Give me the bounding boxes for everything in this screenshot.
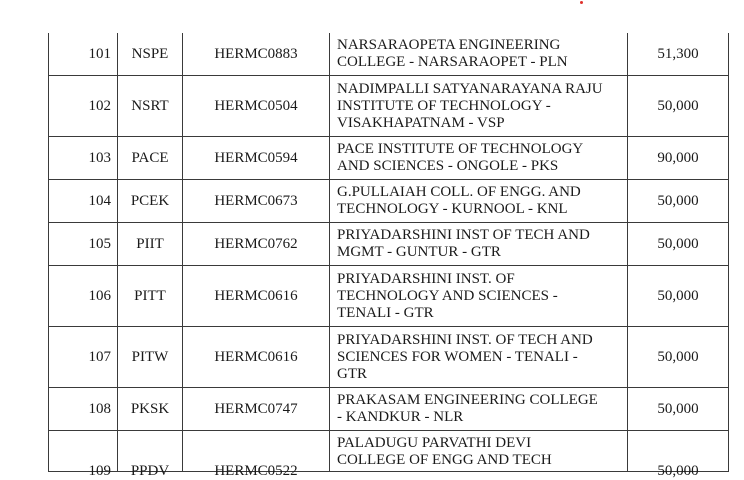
college-name: NADIMPALLI SATYANARAYANA RAJU INSTITUTE OF TECHNOLOGY - VISAKHAPATNAM - VSP [337, 80, 603, 131]
college-fee-table [48, 33, 729, 479]
code-cell [118, 76, 183, 137]
serial-cell [49, 327, 118, 388]
amount-cell [628, 180, 729, 223]
serial-number: 107 [88, 348, 111, 365]
emc-cell [183, 266, 330, 327]
serial-cell [49, 223, 118, 266]
emc-number: HERMC0522 [214, 463, 298, 479]
table-row [49, 266, 729, 327]
name-cell [330, 33, 628, 76]
table-row [49, 388, 729, 431]
college-code: PACE [131, 149, 169, 166]
amount-cell [628, 327, 729, 388]
amount: 50,000 [657, 235, 699, 252]
amount-cell [628, 76, 729, 137]
amount: 50,000 [657, 348, 699, 365]
serial-cell [49, 137, 118, 180]
emc-cell [183, 76, 330, 137]
amount-cell [628, 266, 729, 327]
college-code: PKSK [130, 400, 170, 417]
emc-cell [183, 431, 330, 479]
red-mark [580, 1, 583, 4]
serial-cell [49, 33, 118, 76]
college-name: NARSARAOPETA ENGINEERING COLLEGE - NARSARAOPET - PLN [337, 37, 568, 70]
amount-cell [628, 137, 729, 180]
serial-cell [49, 266, 118, 327]
name-cell [330, 180, 628, 223]
college-code: NSPE [131, 45, 169, 62]
emc-number: HERMC0673 [214, 192, 298, 209]
table-row [49, 180, 729, 223]
emc-number: HERMC0883 [214, 45, 298, 62]
college-code: PITW [131, 348, 169, 365]
college-name: G.PULLAIAH COLL. OF ENGG. AND TECHNOLOGY - KURNOOL - KNL [337, 184, 581, 217]
emc-cell [183, 180, 330, 223]
serial-cell [49, 431, 118, 479]
serial-cell [49, 180, 118, 223]
college-code: PPDV [130, 463, 170, 479]
college-name: PACE INSTITUTE OF TECHNOLOGY AND SCIENCES - ONGOLE - PKS [337, 141, 584, 174]
serial-number: 108 [88, 400, 111, 417]
name-cell [330, 76, 628, 137]
amount-cell [628, 388, 729, 431]
table-row [49, 137, 729, 180]
college-name: PRIYADARSHINI INST OF TECH AND MGMT - GUNTUR - GTR [337, 227, 590, 260]
college-name: PRIYADARSHINI INST. OF TECH AND SCIENCES FOR WOMEN - TENALI - GTR [337, 331, 593, 382]
serial-number: 105 [88, 235, 111, 252]
table-row [49, 327, 729, 388]
code-cell [118, 180, 183, 223]
college-name: PRIYADARSHINI INST. OF TECHNOLOGY AND SCIENCES - TENALI - GTR [337, 270, 558, 321]
code-cell [118, 223, 183, 266]
amount: 50,000 [657, 192, 699, 209]
name-cell [330, 223, 628, 266]
serial-number: 101 [88, 45, 111, 62]
college-code: PCEK [130, 192, 170, 209]
amount: 51,300 [657, 45, 699, 62]
name-cell [330, 327, 628, 388]
amount-cell [628, 431, 729, 479]
college-code: PITT [134, 287, 166, 304]
emc-cell [183, 33, 330, 76]
table-row [49, 223, 729, 266]
college-code: PIIT [136, 235, 164, 252]
table-row [49, 33, 729, 76]
name-cell [330, 266, 628, 327]
serial-number: 109 [88, 463, 111, 479]
emc-number: HERMC0616 [214, 348, 298, 365]
serial-number: 102 [88, 97, 111, 114]
emc-number: HERMC0747 [214, 400, 298, 417]
code-cell [118, 33, 183, 76]
name-cell [330, 388, 628, 431]
amount: 50,000 [657, 97, 699, 114]
emc-cell [183, 223, 330, 266]
code-cell [118, 431, 183, 479]
code-cell [118, 327, 183, 388]
serial-number: 106 [88, 287, 111, 304]
name-cell [330, 137, 628, 180]
serial-number: 103 [88, 149, 111, 166]
table-row [49, 431, 729, 472]
name-cell [330, 431, 628, 472]
code-cell [118, 388, 183, 431]
amount-cell [628, 33, 729, 76]
amount: 50,000 [657, 400, 699, 417]
emc-cell [183, 327, 330, 388]
code-cell [118, 137, 183, 180]
emc-number: HERMC0762 [214, 235, 298, 252]
amount: 50,000 [657, 287, 699, 304]
college-code: NSRT [131, 97, 169, 114]
emc-cell [183, 388, 330, 431]
emc-cell [183, 137, 330, 180]
amount: 90,000 [657, 149, 699, 166]
code-cell [118, 266, 183, 327]
serial-cell [49, 76, 118, 137]
emc-number: HERMC0616 [214, 287, 298, 304]
emc-number: HERMC0594 [214, 149, 298, 166]
emc-number: HERMC0504 [214, 97, 298, 114]
serial-number: 104 [88, 192, 111, 209]
serial-cell [49, 388, 118, 431]
college-name: PALADUGU PARVATHI DEVI COLLEGE OF ENGG AND TECH [337, 435, 552, 468]
amount: 50,000 [657, 463, 699, 479]
amount-cell [628, 223, 729, 266]
college-name: PRAKASAM ENGINEERING COLLEGE - KANDKUR - NLR [337, 392, 598, 425]
table-row [49, 76, 729, 137]
